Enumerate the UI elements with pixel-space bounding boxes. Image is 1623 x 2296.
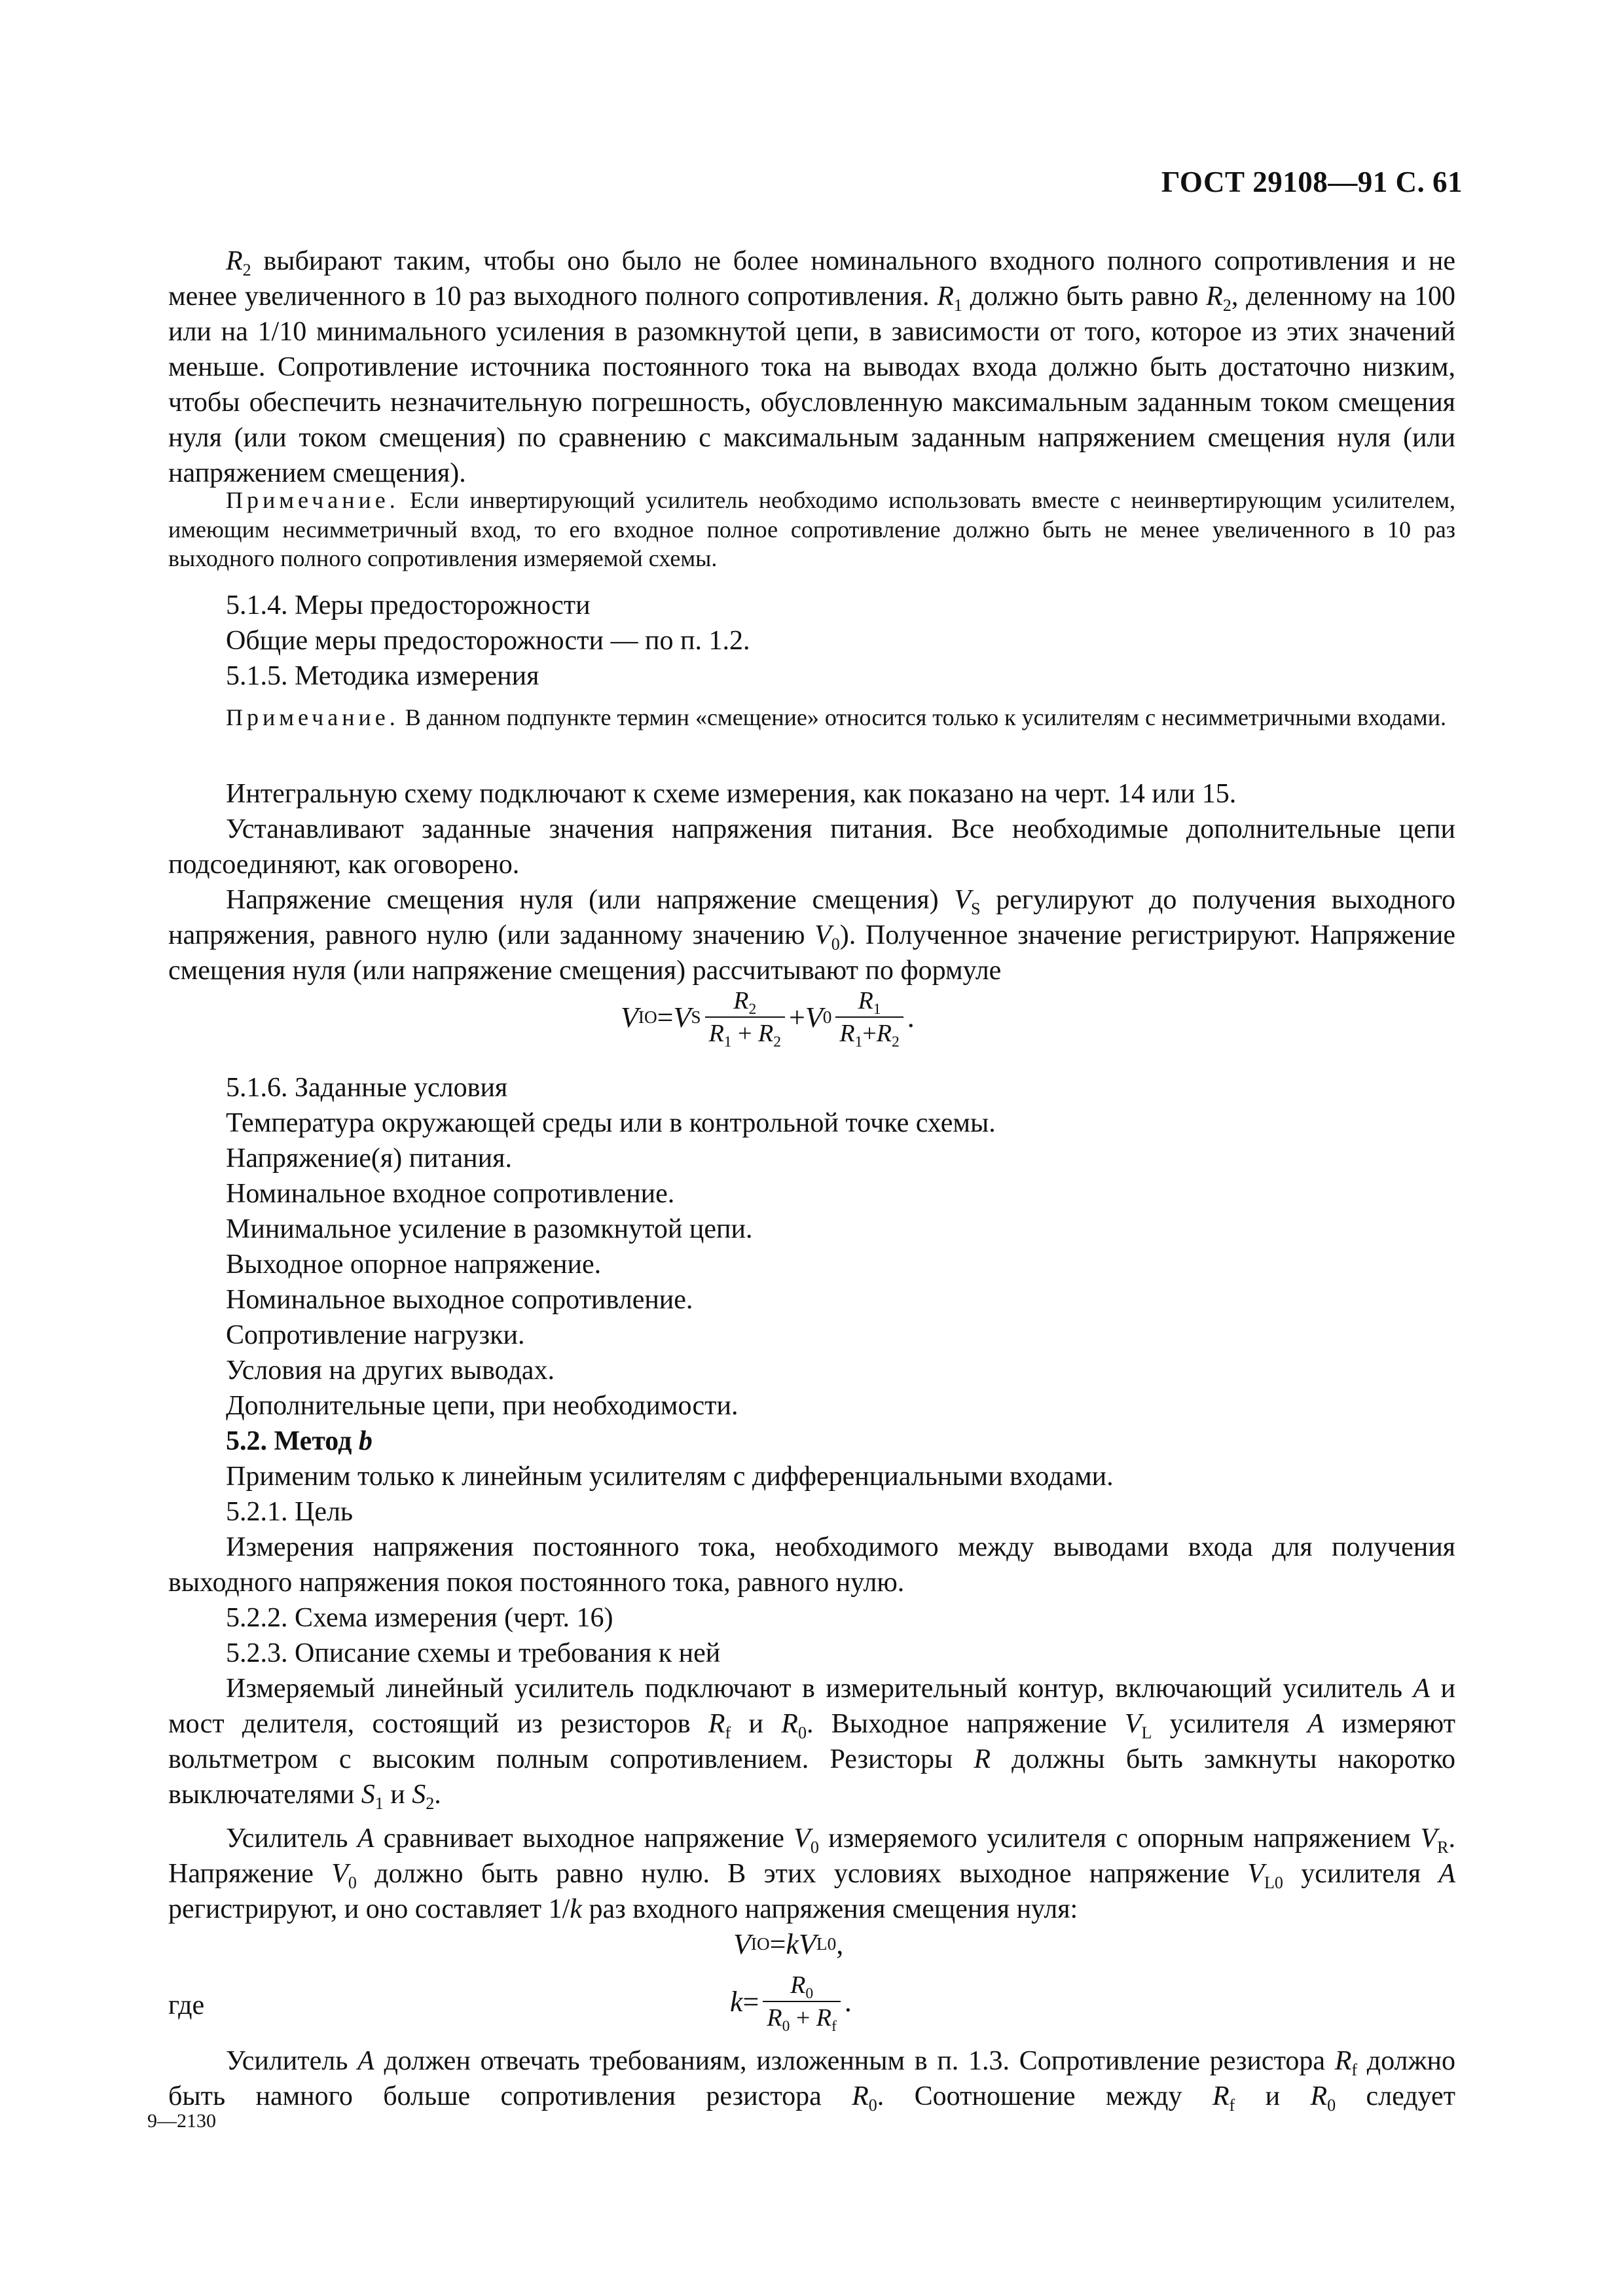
section-5-2-1-body: Измерения напряжения постоянного тока, необходимого между выводами входа для получения выходного напряжения покоя постоянного тока, равного нулю. <box>168 1532 1455 1598</box>
condition-item: Напряжение(я) питания. <box>226 1143 512 1174</box>
section-5-2-1-title: 5.2.1. Цель <box>226 1497 354 1527</box>
condition-item: Номинальное входное сопротивление. <box>226 1179 675 1209</box>
where-label: где <box>168 1990 205 2020</box>
note-label: Примечание. <box>226 704 399 730</box>
section-5-1-6-title: 5.1.6. Заданные условия <box>226 1073 508 1103</box>
condition-item: Номинальное выходное сопротивление. <box>226 1285 693 1315</box>
condition-item: Дополнительные цепи, при необходимости. <box>226 1391 739 1421</box>
circuit-description: Измеряемый линейный усилитель подключают в измерительный контур, включающий усилитель A и мост делителя, состоящий из резисторов $R_f$ и $R_0$. Выходное напряжение $V_L$ усилителя A измеряют вольтметром с высоким полным сопротивлением. Резисторы R должны быть замкнуты накоротко выключателями $S_1$ и $S_2$. <box>168 1674 1455 1814</box>
section-5-2-2-title: 5.2.2. Схема измерения (черт. 16) <box>226 1603 613 1633</box>
section-5-1-4-text: Общие меры предосторожности — по п. 1.2. <box>226 626 750 656</box>
section-5-1-4-title: 5.1.4. Меры предосторожности <box>226 590 591 620</box>
procedure-p3: Напряжение смещения нуля (или напряжение смещения) $V_S$ регулируют до получения выходного напряжения, равного нулю (или заданному значению $V_0$). Полученное значение регистрируют. Напряжение смещения нуля (или напряжение смещения) рассчитывают по формуле <box>168 885 1456 986</box>
condition-item: Сопротивление нагрузки. <box>226 1320 525 1350</box>
section-5-2-3-title: 5.2.3. Описание схемы и требования к ней <box>226 1638 721 1668</box>
fraction: $\frac{R_1}{R_1+R_2}$ <box>835 986 903 1048</box>
section-5-2-title: 5.2. Метод b <box>226 1426 373 1456</box>
formula-offset-voltage: V IO = V S $\frac{R_2}{R_1 + R_2}$ + V 0 $\frac{R_1}{R_1+R_2}$ . <box>621 987 915 1051</box>
intro-paragraph <box>168 243 1455 491</box>
condition-item: Температура окружающей среды или в контрольной точке схемы. <box>226 1108 996 1138</box>
note-1 <box>168 486 1455 573</box>
amplifier-paragraph: Усилитель A сравнивает выходное напряжение $V_0$ измеряемого усилителя с опорным напряжением $V_R$. Напряжение $V_0$ должно быть равно нулю. В этих условиях выходное напряжение $V_{L0}$ усилителя A регистрируют, и оно составляет 1/k раз входного напряжения смещения нуля: <box>168 1823 1456 1924</box>
note-text: Если инвертирующий усилитель необходимо использовать вместе с неинвертирующим усилителем, имеющим несимметричный вход, то его входное полное сопротивление должно быть не менее увеличенного в 10 раз выходного полного сопротивления измеряемой схемы. <box>168 487 1455 571</box>
running-header: ГОСТ 29108—91 С. 61 <box>1161 166 1463 198</box>
note-text: В данном подпункте термин «смещение» относится только к усилителям с несимметричными входами. <box>399 704 1446 730</box>
formula-vio-kvl0: V IO = k V L0 , <box>733 1928 844 1960</box>
procedure-block <box>168 776 1455 988</box>
intro-text: $R_2$ выбирают таким, чтобы оно было не более номинального входного полного сопротивления и не менее увеличенного в 10 раз выходного полного сопротивления. $R_1$ должно быть равно $R_2$, деленному на 100 или на 1/10 минимального усиления в разомкнутой цепи, в зависимости от того, которое из этих значений меньше. Сопротивление источника постоянного тока на выводах входа должно быть достаточно низким, чтобы обеспечить незначительную погрешность, обусловленную максимальным заданным током смещения нуля (или током смещения) по сравнению с максимальным заданным напряжением смещения нуля (или напряжением смещения). <box>168 246 1455 488</box>
page-footer-code: 9—2130 <box>147 2110 216 2132</box>
note-2 <box>168 703 1455 732</box>
procedure-p2: Устанавливают заданные значения напряжения питания. Все необходимые дополнительные цепи подсоединяют, как оговорено. <box>168 814 1455 880</box>
formula-k: k = $\frac{R_0}{R_0 + R_f}$ . <box>730 1971 852 2036</box>
condition-item: Выходное опорное напряжение. <box>226 1249 602 1280</box>
fraction: $\frac{R_0}{R_0 + R_f}$ <box>763 1971 841 2032</box>
condition-item: Минимальное усиление в разомкнутой цепи. <box>226 1214 753 1244</box>
section-5-1-5-title: 5.1.5. Методика измерения <box>226 661 539 691</box>
fraction: $\frac{R_2}{R_1 + R_2}$ <box>705 986 785 1048</box>
section-5-2-text: Применим только к линейным усилителям с дифференциальными входами. <box>226 1462 1114 1492</box>
procedure-p1: Интегральную схему подключают к схеме измерения, как показано на черт. 14 или 15. <box>226 779 1237 809</box>
note-label: Примечание. <box>226 487 399 513</box>
condition-item: Условия на других выводах. <box>226 1355 555 1386</box>
final-paragraph: Усилитель A должен отвечать требованиям, изложенным в п. 1.3. Сопротивление резистора $R_f$ должно быть намного больше сопротивления резистора $R_0$. Соотношение между $R_f$ и $R_0$ следует <box>168 2046 1456 2115</box>
